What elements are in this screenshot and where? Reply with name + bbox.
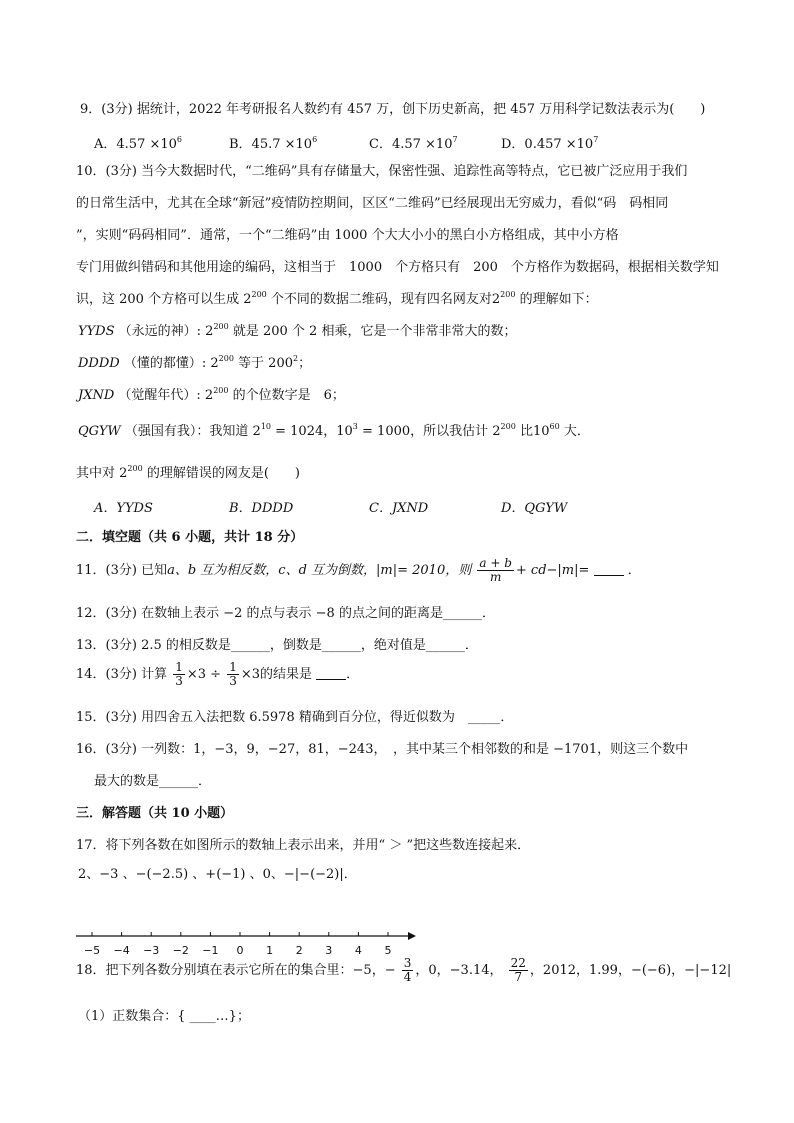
number-line-tick-label: −2 bbox=[172, 944, 189, 957]
q11-stem: 11．(3分) 已知a、b 互为相反数，c、d 互为倒数，|m|= 2010，则 $\frac{a + b}{m}$ + cd−|m|= ． bbox=[76, 556, 641, 584]
q12-stem: 12．(3分) 在数轴上表示 −2 的点与表示 −8 的点之间的距离是______． bbox=[76, 606, 495, 621]
q11-answer-blank[interactable] bbox=[594, 563, 624, 576]
q10-viewpoint-dddd: DDDD （懂的都懂）: $2^{200}$ 等于 $200^2$； bbox=[78, 354, 312, 371]
q15-stem: 15．(3分) 用四舍五入法把数 6.5978 精确到百分位，得近似数为 _____． bbox=[76, 710, 514, 725]
number-line-tick-label: 2 bbox=[295, 944, 303, 957]
q18-sub-1: （1）正数集合：{ ____…}； bbox=[78, 1009, 250, 1024]
q10-viewpoint-yyds: YYDS （永远的神）: $2^{200}$ 就是 200 个 2 相乘，它是一个非常非常大的数； bbox=[78, 322, 517, 339]
q10-line-1: 10．(3分) 当今大数据时代，“二维码”具有存储量大，保密性强、追踪性高等特点，它已被广泛应用于我们 bbox=[76, 164, 688, 179]
q10-line-5: 识，这 200 个方格可以生成 $2^{200}$ 个不同的数据二维码，现有四名网友对$2^{200}$ 的理解如下： bbox=[76, 290, 598, 307]
q10-option-a[interactable]: A．YYDS bbox=[94, 501, 153, 516]
q18-fraction-2: $\frac{22}{7}$ bbox=[510, 956, 526, 984]
q10-line-2: 的日常生活中，尤其在全球“新冠”疫情防控期间，区区“二维码”已经展现出无穷威力，看似“码 码相同 bbox=[76, 196, 669, 211]
number-line-tick-label: −3 bbox=[143, 944, 160, 957]
number-line-tick-label: −1 bbox=[202, 944, 219, 957]
q9-stem: 9．(3分) 据统计，2022 年考研报名人数约有 457 万，创下历史新高，把 457 万用科学记数法表示为( ) bbox=[80, 102, 706, 117]
q10-option-b[interactable]: B．DDDD bbox=[229, 501, 294, 516]
q18-stem: 18．把下列各数分别填在表示它所在的集合里：−5，− $\frac{3}{4}$ ，0，−3.14， $\frac{22}{7}$ ，2012，1.99，−(−6)，−|−12| bbox=[76, 956, 732, 984]
number-line-tick-label: 1 bbox=[266, 944, 274, 957]
q9-option-b[interactable]: B．$45.7 \times 10^6$ bbox=[229, 135, 318, 152]
q14-fraction-1: $\frac{1}{3}$ bbox=[175, 660, 183, 688]
q10-viewpoint-qgyw: QGYW （强国有我）：我知道 $2^{10} = 1024$，$10^3 = 1000$，所以我估计 $2^{200}$ 比$10^{60}$ 大． bbox=[78, 422, 590, 439]
q10-viewpoint-jxnd: JXND （觉醒年代）: $2^{200}$ 的个位数字是 6； bbox=[78, 386, 345, 403]
q14-stem: 14．(3分) 计算 $\frac{1}{3}$ ×3 ÷ $\frac{1}{3}$ ×3的结果是 ． bbox=[76, 660, 360, 688]
number-line-tick-label: 5 bbox=[384, 944, 392, 957]
q10-line-4: 专门用做纠错码和其他用途的编码，这相当于 1000 个方格只有 200 个方格作为数据码，根据相关数学知 bbox=[76, 260, 719, 275]
section-2-title: 二．填空题（共 6 小题，共计 18 分） bbox=[76, 530, 304, 545]
q11-fraction: $\frac{a + b}{m}$ bbox=[479, 556, 512, 584]
q10-option-d[interactable]: D．QGYW bbox=[501, 501, 568, 516]
number-line-arrow-icon bbox=[408, 932, 416, 940]
q13-stem: 13．(3分) 2.5 的相反数是______，倒数是______，绝对值是______． bbox=[76, 638, 478, 653]
q16-line-2: 最大的数是______． bbox=[94, 774, 212, 789]
section-3-title: 三．解答题（共 10 小题） bbox=[76, 806, 234, 821]
number-line-tick-label: 0 bbox=[236, 944, 244, 957]
number-line-tick-label: −5 bbox=[83, 944, 101, 957]
q14-answer-blank[interactable] bbox=[316, 667, 346, 680]
q17-line-2: 2、−3 、−(−2.5) 、+(−1) 、0、−|−(−2)|． bbox=[78, 867, 357, 882]
number-line-tick-label: −4 bbox=[113, 944, 130, 957]
q16-line-1: 16．(3分) 一列数：1，−3，9，−27，81，−243， ，其中某三个相邻数的和是 −1701，则这三个数中 bbox=[76, 742, 689, 757]
q10-line-3: ”，实则“码码相同”．通常，一个“二维码”由 1000 个大大小小的黑白小方格组成，其中小方格 bbox=[76, 228, 619, 243]
q14-fraction-2: $\frac{1}{3}$ bbox=[229, 660, 237, 688]
q18-fraction-1: $\frac{3}{4}$ bbox=[403, 956, 412, 984]
q10-option-c[interactable]: C．JXND bbox=[369, 501, 429, 516]
q10-ask: 其中对 $2^{200}$ 的理解错误的网友是( ) bbox=[76, 464, 300, 481]
number-line-tick-label: 3 bbox=[325, 944, 333, 957]
q9-option-d[interactable]: D．$0.457 \times 10^7$ bbox=[501, 135, 599, 152]
q9-option-c[interactable]: C．$4.57 \times 10^7$ bbox=[369, 135, 458, 152]
q17-line-1: 17．将下列各数在如图所示的数轴上表示出来，并用“ ＞ ”把这些数连接起来． bbox=[76, 838, 531, 853]
q9-option-a[interactable]: A．$4.57 \times 10^6$ bbox=[94, 135, 182, 152]
number-line-tick-label: 4 bbox=[354, 944, 362, 957]
